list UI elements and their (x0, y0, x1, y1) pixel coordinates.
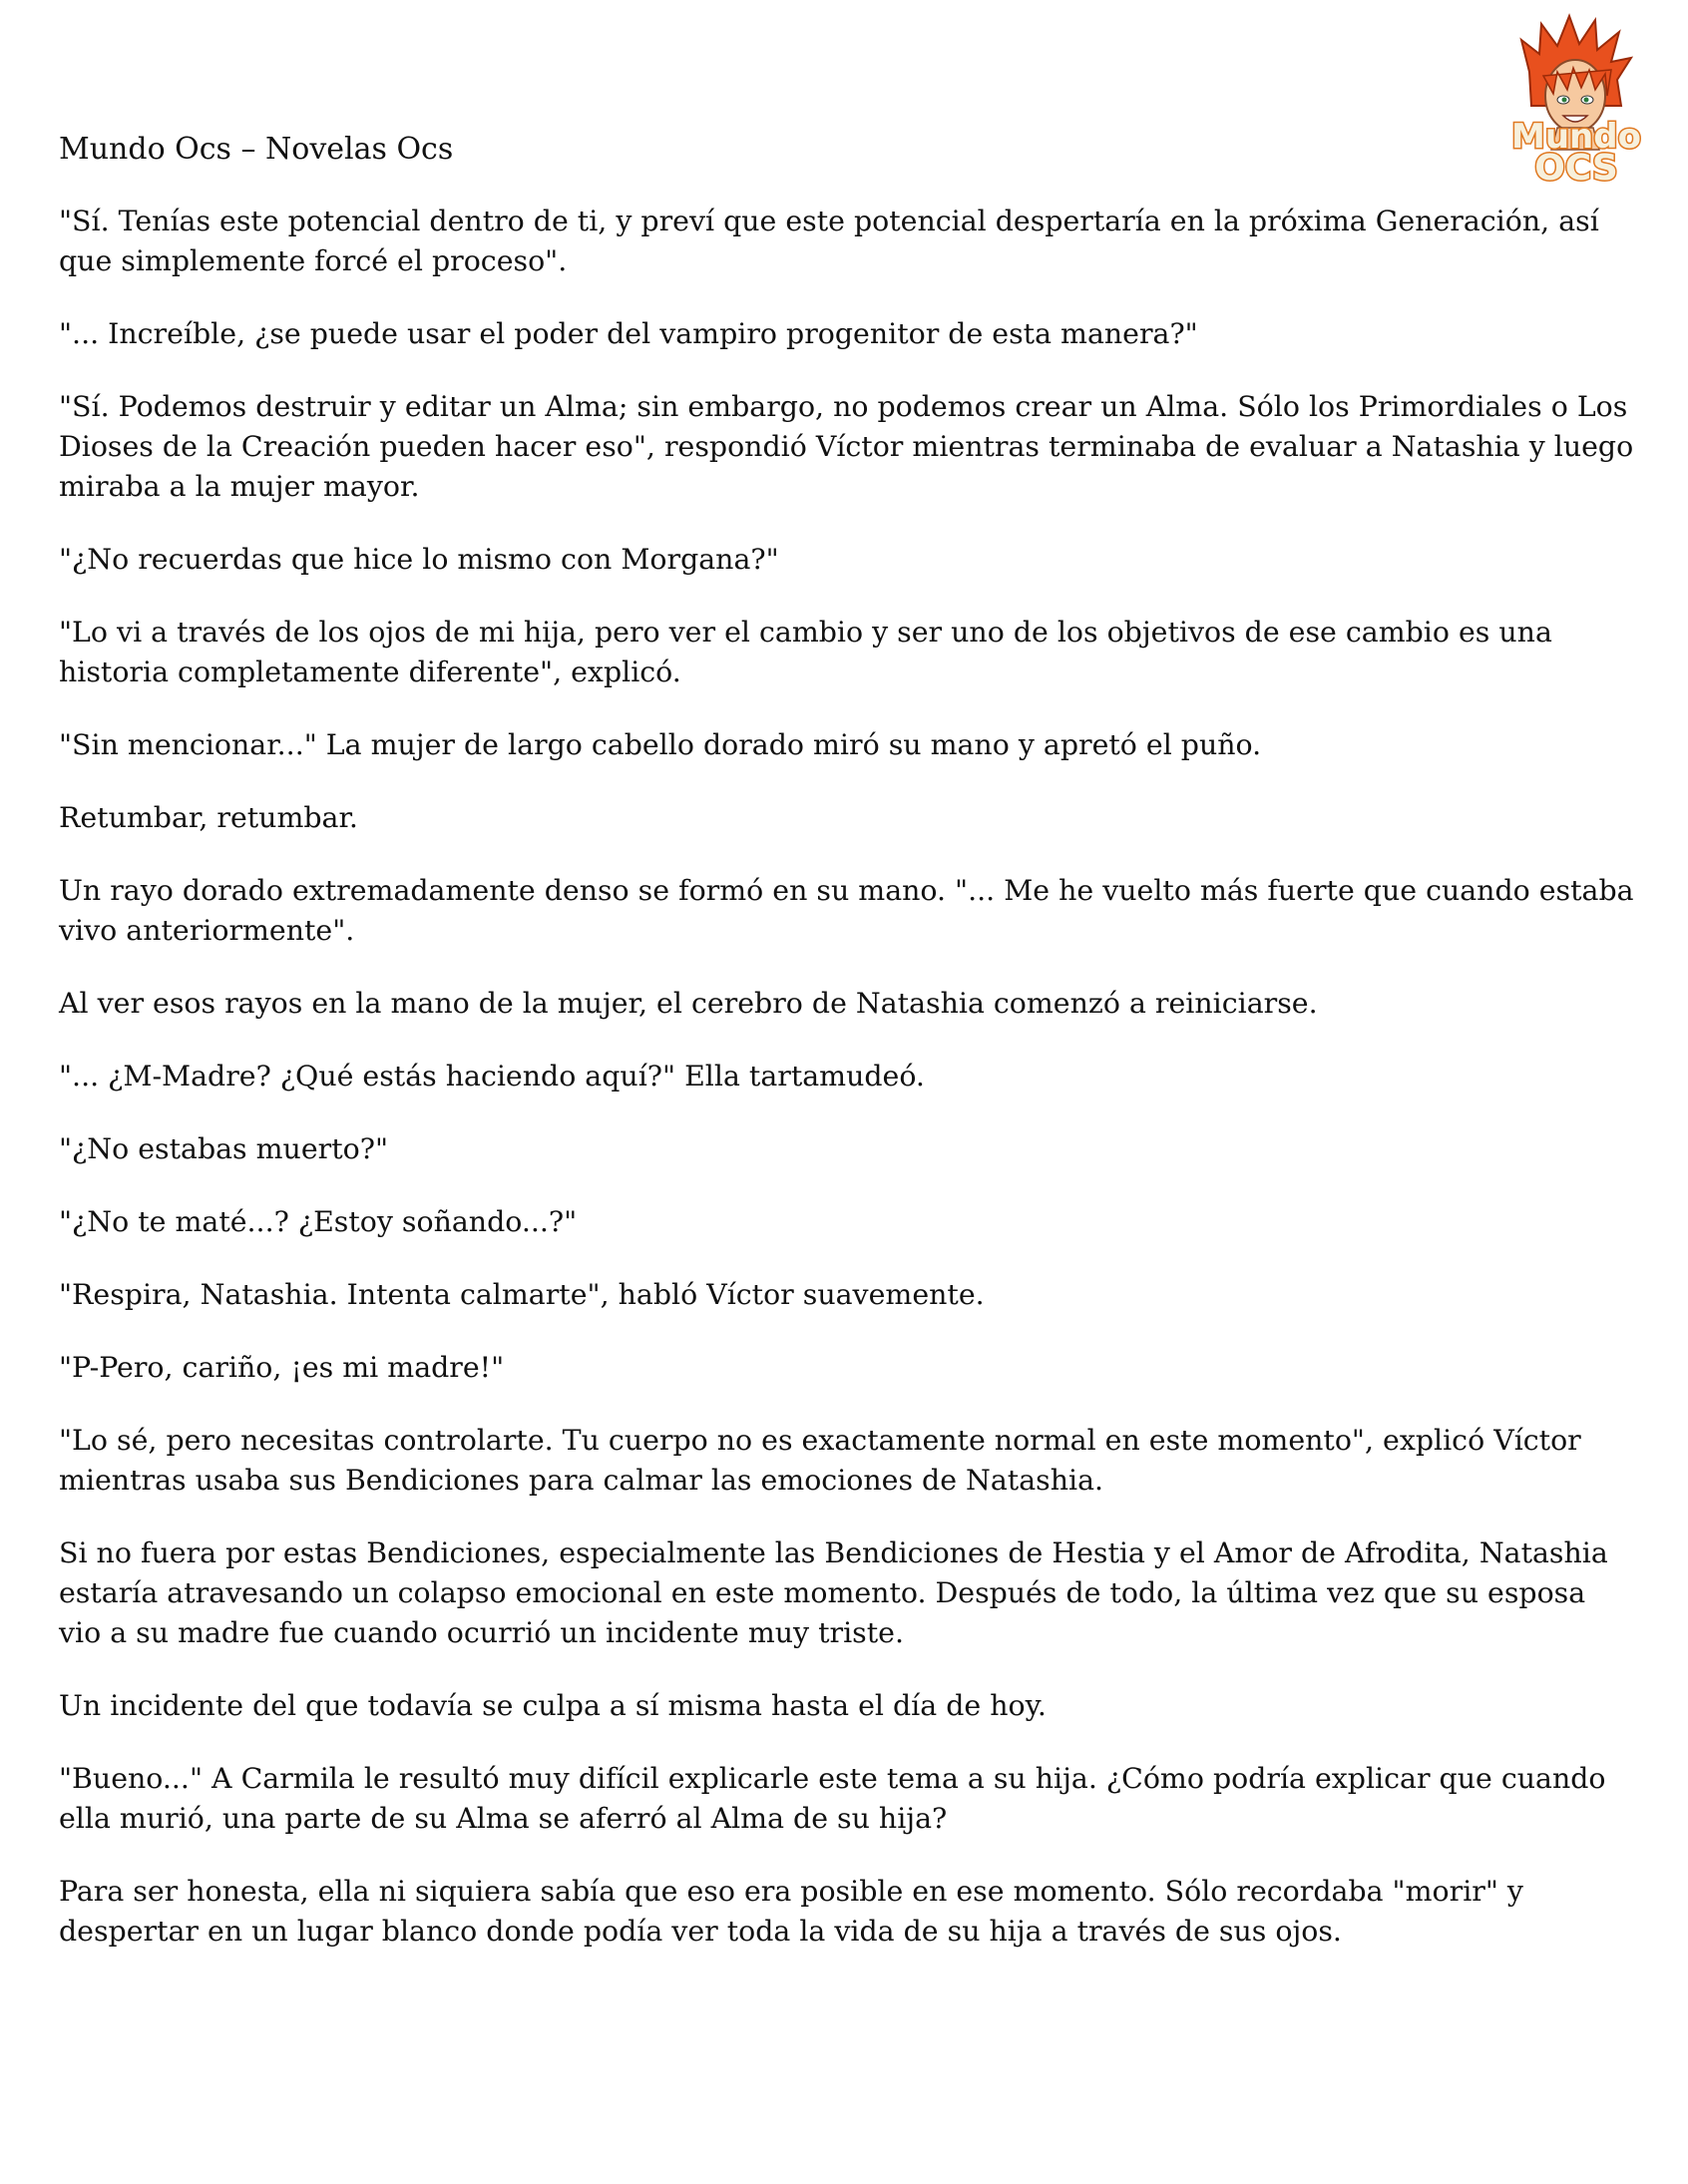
paragraph: "Lo vi a través de los ojos de mi hija, pero ver el cambio y ser uno de los objetivos de ese cambio es una historia completamente diferente", explicó. (59, 616, 1552, 688)
story-body (59, 202, 1635, 1984)
logo-text-bottom: OCS (1534, 148, 1618, 185)
paragraph: "Respira, Natashia. Intenta calmarte", habló Víctor suavemente. (59, 1278, 985, 1311)
paragraph: "Bueno..." A Carmila le resultó muy difícil explicarle este tema a su hija. ¿Cómo podría explicar que cuando ella murió, una parte de su Alma se aferró al Alma de su hija? (59, 1762, 1606, 1835)
paragraph: "¿No estabas muerto?" (59, 1132, 388, 1165)
paragraph: "¿No te maté...? ¿Estoy soñando...?" (59, 1205, 578, 1238)
paragraph: "Lo sé, pero necesitas controlarte. Tu cuerpo no es exactamente normal en este momento", explicó Víctor mientras usaba sus Bendiciones para calmar las emociones de Natashia. (59, 1424, 1581, 1497)
paragraph: "... Increíble, ¿se puede usar el poder del vampiro progenitor de esta manera?" (59, 317, 1198, 350)
paragraph: "Sí. Podemos destruir y editar un Alma; sin embargo, no podemos crear un Alma. Sólo los Primordiales o Los Dioses de la Creación pueden hacer eso", respondió Víctor mientras terminaba de evaluar a Natashia y luego miraba a la mujer mayor. (59, 390, 1634, 503)
paragraph: "... ¿M-Madre? ¿Qué estás haciendo aquí?" Ella tartamudeó. (59, 1060, 925, 1092)
paragraph: Un rayo dorado extremadamente denso se formó en su mano. "... Me he vuelto más fuerte que cuando estaba vivo anteriormente". (59, 874, 1634, 947)
logo-text-top: Mundo (1511, 117, 1641, 157)
paragraph: "Sin mencionar..." La mujer de largo cabello dorado miró su mano y apretó el puño. (59, 728, 1262, 761)
site-title: Mundo Ocs – Novelas Ocs (59, 132, 454, 167)
paragraph: "¿No recuerdas que hice lo mismo con Morgana?" (59, 543, 779, 576)
mundo-ocs-logo (1491, 10, 1661, 185)
paragraph: Si no fuera por estas Bendiciones, especialmente las Bendiciones de Hestia y el Amor de Afrodita, Natashia estaría atravesando un colapso emocional en este momento. Después de todo, la última vez que su esposa vio a su madre fue cuando ocurrió un incidente muy triste. (59, 1536, 1608, 1649)
mundo-ocs-logo-icon (1491, 10, 1661, 185)
paragraph: "Sí. Tenías este potencial dentro de ti, y preví que este potencial despertaría en la próxima Generación, así que simplemente forcé el proceso". (59, 205, 1599, 277)
paragraph: Al ver esos rayos en la mano de la mujer, el cerebro de Natashia comenzó a reiniciarse. (59, 987, 1318, 1020)
paragraph: "P-Pero, cariño, ¡es mi madre!" (59, 1351, 505, 1384)
paragraph: Un incidente del que todavía se culpa a sí misma hasta el día de hoy. (59, 1689, 1047, 1722)
paragraph: Para ser honesta, ella ni siquiera sabía que eso era posible en ese momento. Sólo recordaba "morir" y despertar en un lugar blanco donde podía ver toda la vida de su hija a través de sus ojos. (59, 1875, 1523, 1948)
paragraph: Retumbar, retumbar. (59, 801, 358, 834)
